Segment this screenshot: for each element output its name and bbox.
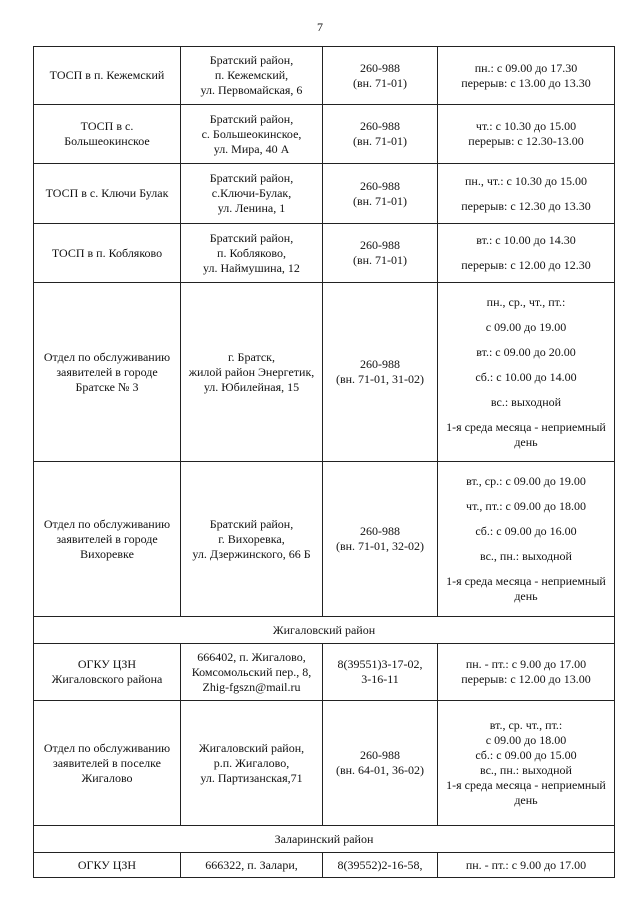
office-hours-cell-line: день	[514, 434, 538, 449]
table-row	[34, 164, 615, 224]
office-name-cell	[34, 105, 181, 164]
office-hours-cell	[438, 701, 615, 826]
office-hours-cell-line: день	[514, 793, 538, 807]
office-address-cell-line: р.п. Жигалово,	[213, 755, 290, 770]
office-name-cell-line: Братске № 3	[75, 379, 139, 394]
office-hours-cell-line: чт.: с 10.30 до 15.00	[475, 119, 577, 133]
office-hours-cell-line: вт.: с 10.00 до 14.30	[476, 233, 576, 247]
office-address-cell-line: ул. Юбилейная, 15	[203, 379, 300, 394]
office-hours-cell-line: пн. - пт.: с 9.00 до 17.00	[465, 857, 587, 872]
office-address-cell-line: Братский район,	[209, 230, 294, 245]
offices-table-body	[34, 47, 615, 878]
office-phone-cell	[323, 105, 438, 164]
office-hours-cell-line: с 09.00 до 18.00	[485, 733, 567, 747]
office-name-cell	[34, 47, 181, 105]
office-hours-cell-line: вт., ср.: с 09.00 до 19.00	[466, 474, 586, 488]
table-row	[34, 701, 615, 826]
office-address-cell-line: п. Кобляково,	[217, 245, 286, 260]
office-phone-cell	[323, 47, 438, 105]
office-phone-cell-line: (вн. 71-01)	[352, 75, 408, 90]
office-hours-cell-line: перерыв: с 12.30 до 13.30	[461, 198, 591, 213]
office-address-cell-line: Жигаловский район,	[198, 740, 305, 755]
office-name-cell-line: заявителей в городе	[56, 531, 158, 546]
office-phone-cell-line: 8(39551)3-17-02,	[337, 657, 423, 671]
office-phone-cell-line: 260-988	[360, 748, 400, 762]
office-address-cell-line: с. Большеокинское,	[201, 126, 302, 141]
office-name-cell	[34, 283, 181, 462]
office-hours-cell-line: вт.: с 09.00 до 20.00	[476, 344, 576, 359]
office-name-cell-line: ТОСП в п. Кобляково	[51, 245, 163, 260]
office-name-cell-line: ТОСП в п. Кежемский	[49, 68, 165, 82]
office-address-cell-line: Комсомольский пер., 8,	[191, 664, 312, 679]
office-hours-cell-line: пн., чт.: с 10.30 до 15.00	[465, 173, 587, 188]
office-phone-cell	[323, 853, 438, 878]
office-name-cell-line: ТОСП в с.	[80, 119, 134, 133]
page-number: 7	[317, 20, 323, 34]
office-address-cell-line: Братский район,	[209, 516, 294, 531]
office-hours-cell	[438, 105, 615, 164]
office-name-cell-line: Отдел по обслуживанию	[43, 516, 171, 531]
office-hours-cell-line: перерыв: с 13.00 до 13.30	[461, 75, 591, 90]
office-hours-cell-line: сб.: с 09.00 до 15.00	[475, 748, 577, 762]
office-phone-cell	[323, 462, 438, 617]
office-address-cell-line: ул. Партизанская,71	[200, 770, 303, 785]
office-phone-cell-line: 260-988	[360, 119, 400, 133]
office-hours-cell	[438, 644, 615, 701]
office-hours-cell	[438, 47, 615, 105]
office-name-cell-line: Жигаловского района	[51, 672, 163, 686]
office-name-cell-line: Жигалово	[81, 770, 133, 785]
office-address-cell-line: ул. Первомайская, 6	[200, 83, 303, 97]
office-address-cell-line: г. Братск,	[227, 349, 276, 364]
office-name-cell-line: ТОСП в с. Ключи Булак	[45, 186, 169, 200]
office-phone-cell-line: 260-988	[360, 60, 400, 75]
office-hours-cell-line: сб.: с 09.00 до 16.00	[475, 524, 577, 538]
office-address-cell-line: п. Кежемский,	[214, 68, 289, 82]
office-name-cell-line: Вихоревке	[80, 546, 134, 561]
office-name-cell-line: заявителей в городе	[56, 364, 158, 379]
office-hours-cell-line: день	[514, 589, 538, 603]
office-hours-cell-line: 1-я среда месяца - неприемный	[446, 778, 606, 792]
office-hours-cell-line: вс.: выходной	[490, 394, 562, 409]
office-hours-cell-line: вс., пн.: выходной	[480, 763, 572, 777]
office-address-cell-line: Братский район,	[209, 171, 294, 185]
section-header-row	[34, 826, 615, 853]
office-hours-cell-line: вс., пн.: выходной	[480, 549, 572, 563]
office-hours-cell-line: чт., пт.: с 09.00 до 18.00	[466, 499, 586, 513]
office-address-cell-line: Братский район,	[209, 53, 294, 67]
office-name-cell	[34, 462, 181, 617]
office-name-cell-line: заявителей в поселке	[52, 755, 161, 770]
office-address-cell-line: Братский район,	[209, 111, 294, 126]
section-title: Жигаловский район	[34, 617, 615, 644]
office-address-cell	[181, 283, 323, 462]
table-row	[34, 283, 615, 462]
office-address-cell-line: г. Вихоревка,	[218, 531, 285, 546]
office-hours-cell-line: с 09.00 до 19.00	[485, 319, 567, 334]
office-address-cell-line: ул. Дзержинского, 66 Б	[192, 546, 311, 561]
office-address-cell	[181, 105, 323, 164]
office-phone-cell-line: (вн. 64-01, 36-02)	[335, 763, 425, 777]
office-phone-cell-line: (вн. 71-01)	[352, 193, 408, 208]
office-name-cell	[34, 701, 181, 826]
office-address-cell	[181, 462, 323, 617]
table-row	[34, 853, 615, 878]
office-name-cell-line: ОГКУ ЦЗН	[77, 657, 137, 671]
office-phone-cell-line: (вн. 71-01)	[352, 253, 408, 267]
office-address-cell-line: ул. Мира, 40 А	[213, 141, 290, 156]
office-phone-cell-line: 260-988	[360, 238, 400, 252]
office-phone-cell	[323, 164, 438, 224]
table-row	[34, 47, 615, 105]
office-name-cell	[34, 853, 181, 878]
office-name-cell-line: Отдел по обслуживанию	[43, 740, 171, 755]
office-phone-cell-line: (вн. 71-01)	[352, 134, 408, 148]
office-hours-cell-line: перерыв: с 12.00 до 13.00	[461, 672, 591, 686]
office-name-cell	[34, 164, 181, 224]
office-phone-cell-line: 260-988	[360, 524, 400, 538]
offices-table	[33, 46, 615, 878]
office-address-cell	[181, 853, 323, 878]
office-name-cell-line: Большеокинское	[64, 134, 150, 148]
office-hours-cell	[438, 283, 615, 462]
office-name-cell	[34, 644, 181, 701]
office-phone-cell-line: (вн. 71-01, 31-02)	[335, 372, 425, 386]
section-header-row	[34, 617, 615, 644]
office-phone-cell-line: 260-988	[360, 357, 400, 371]
table-row	[34, 224, 615, 283]
office-hours-cell-line: вт., ср. чт., пт.:	[489, 718, 563, 732]
office-name-cell-line: ОГКУ ЦЗН	[77, 857, 137, 872]
office-address-cell-line: Zhig-fgszn@mail.ru	[202, 679, 301, 694]
office-address-cell	[181, 47, 323, 105]
office-address-cell	[181, 701, 323, 826]
office-phone-cell-line: 3-16-11	[361, 672, 399, 686]
office-address-cell	[181, 164, 323, 224]
office-hours-cell-line: пн. - пт.: с 9.00 до 17.00	[465, 657, 587, 671]
office-phone-cell	[323, 701, 438, 826]
table-row	[34, 105, 615, 164]
office-address-cell-line: с.Ключи-Булак,	[211, 186, 292, 200]
office-hours-cell	[438, 462, 615, 617]
office-address-cell-line: 666322, п. Залари,	[205, 857, 298, 872]
office-address-cell	[181, 644, 323, 701]
office-address-cell-line: ул. Ленина, 1	[217, 201, 286, 215]
office-address-cell-line: 666402, п. Жигалово,	[197, 649, 306, 664]
office-hours-cell	[438, 224, 615, 283]
office-name-cell-line: Отдел по обслуживанию	[43, 349, 171, 364]
office-hours-cell-line: 1-я среда месяца - неприемный	[446, 419, 606, 434]
office-name-cell	[34, 224, 181, 283]
office-hours-cell-line: 1-я среда месяца - неприемный	[446, 574, 606, 588]
office-phone-cell	[323, 224, 438, 283]
office-hours-cell-line: пн., ср., чт., пт.:	[486, 294, 566, 309]
office-hours-cell-line: пн.: с 09.00 до 17.30	[474, 60, 578, 75]
table-row	[34, 644, 615, 701]
office-address-cell	[181, 224, 323, 283]
office-phone-cell-line: 8(39552)2-16-58,	[337, 857, 423, 872]
office-address-cell-line: ул. Наймушина, 12	[203, 260, 300, 275]
office-hours-cell	[438, 164, 615, 224]
section-title: Заларинский район	[34, 826, 615, 853]
office-hours-cell-line: сб.: с 10.00 до 14.00	[475, 369, 577, 384]
office-phone-cell-line: (вн. 71-01, 32-02)	[335, 539, 425, 553]
table-row	[34, 462, 615, 617]
office-hours-cell	[438, 853, 615, 878]
office-phone-cell	[323, 283, 438, 462]
office-hours-cell-line: перерыв: с 12.00 до 12.30	[461, 258, 591, 272]
office-hours-cell-line: перерыв: с 12.30-13.00	[468, 134, 584, 148]
office-address-cell-line: жилой район Энергетик,	[188, 364, 315, 379]
office-phone-cell	[323, 644, 438, 701]
office-phone-cell-line: 260-988	[360, 178, 400, 193]
